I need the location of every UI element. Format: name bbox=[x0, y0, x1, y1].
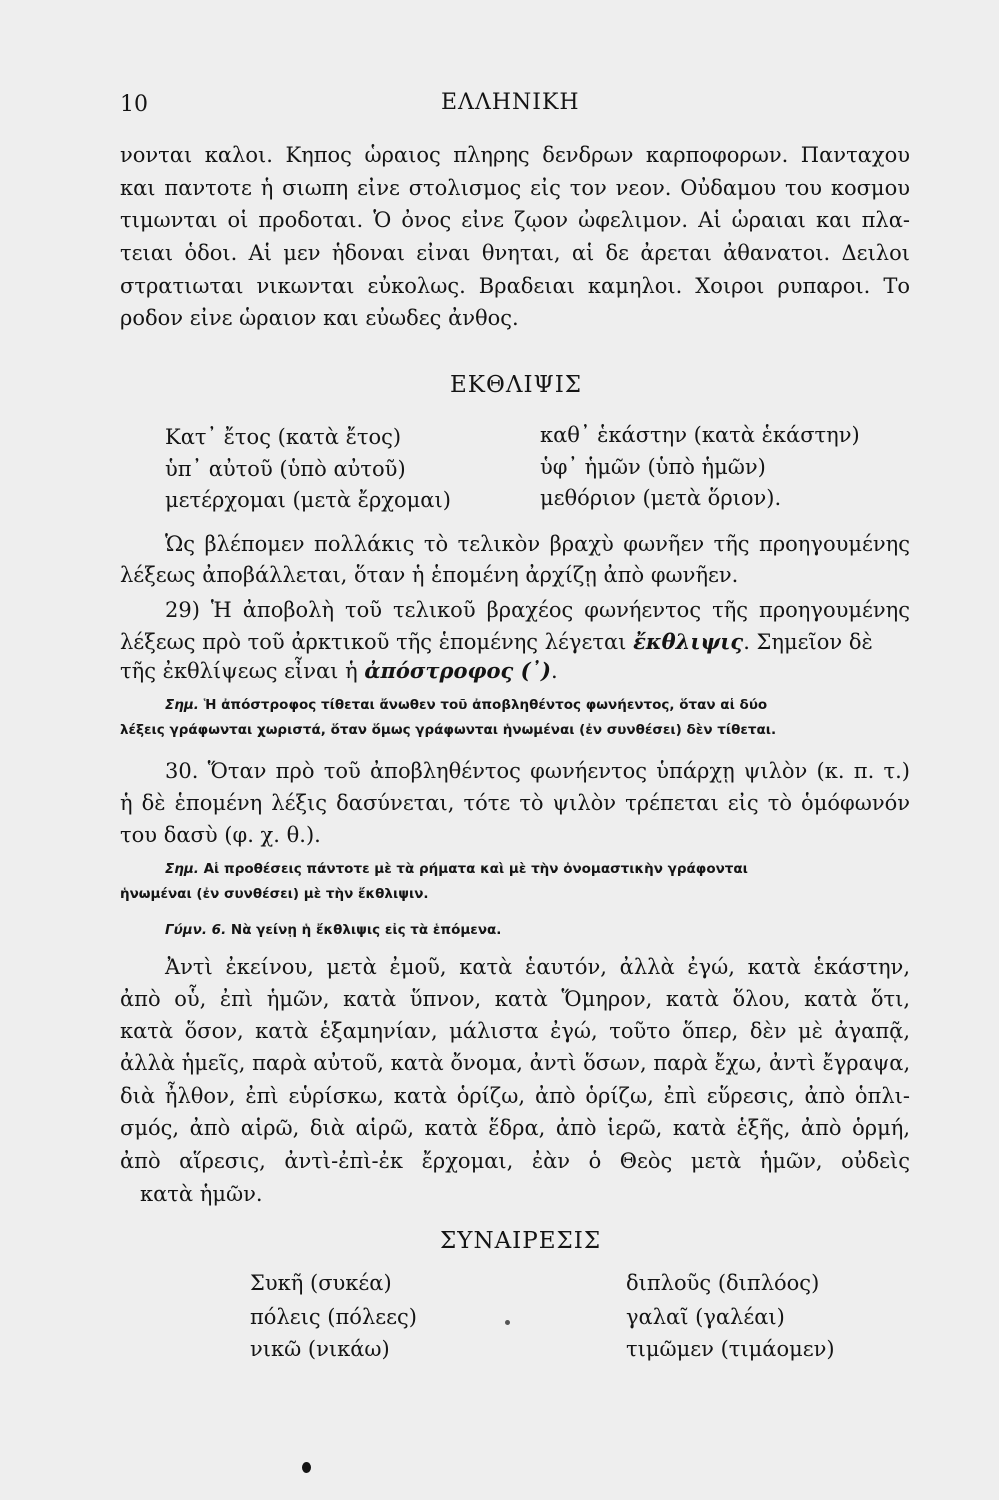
rule-30-line: ἡ δὲ ἑπομένη λέξις δασύνεται, τότε τὸ ψιλὸν τρέπεται εἰς τὸ ὁμόφωνόν bbox=[120, 791, 910, 815]
rule-text: . bbox=[550, 659, 558, 683]
exercise-line: ἀλλὰ ἡμεῖς, παρὰ αὐτοῦ, κατὰ ὄνομα, ἀντὶ ὅσων, παρὰ ἔχω, ἀντὶ ἔγραψα, bbox=[120, 1051, 911, 1075]
exercise-label: Γύμν. 6. bbox=[165, 922, 227, 938]
note-line bbox=[165, 697, 767, 713]
rule-text: τῆς ἐκθλίψεως εἶναι ἡ bbox=[120, 659, 358, 683]
example-right: τιμῶμεν (τιμάομεν) bbox=[626, 1337, 835, 1361]
rule-text: λέξεως πρὸ τοῦ ἀρκτικοῦ τῆς ἑπομένης λέγεται bbox=[120, 630, 627, 654]
exercise-line: κατὰ ὅσον, κατὰ ἑξαμηνίαν, μάλιστα ἐγώ, τοῦτο ὅπερ, δὲν μὲ ἀγαπᾷ, bbox=[120, 1019, 910, 1043]
term-apostrophos: ἀπόστροφος (᾽) bbox=[364, 658, 551, 683]
rule-29-line: 29) Ἡ ἀποβολὴ τοῦ τελικοῦ βραχέος φωνήεντος τῆς προηγουμένης bbox=[165, 598, 910, 622]
example-left: μετέρχομαι (μετὰ ἔρχομαι) bbox=[165, 488, 451, 512]
example-left: Κατ᾽ ἔτος (κατὰ ἔτος) bbox=[165, 425, 402, 449]
note-line bbox=[165, 861, 748, 877]
exercise-line: σμός, ἀπὸ αἱρῶ, διὰ αἱρῶ, κατὰ ἕδρα, ἀπὸ ἱερῶ, κατὰ ἑξῆς, ἀπὸ ὁρμή, bbox=[120, 1116, 910, 1140]
text-line: και παντοτε ἡ σιωπη εἰνε στολισμος εἰς τον νεον. Οὐδαμου του κοσμου bbox=[120, 176, 910, 200]
exercise-line: ἀπὸ αἵρεσις, ἀντὶ-ἐπὶ-ἐκ ἔρχομαι, ἐὰν ὁ Θεὸς μετὰ ἡμῶν, οὐδεὶς bbox=[120, 1149, 910, 1173]
text-line: νονται καλοι. Κηπος ὡραιος πληρης δενδρων καρποφορων. Πανταχου bbox=[120, 143, 910, 167]
example-right: ὑφ᾽ ἡμῶν (ὑπὸ ἡμῶν) bbox=[540, 455, 766, 479]
example-left: πόλεις (πόλεες) bbox=[250, 1305, 417, 1329]
rule-30-line: 30. Ὅταν πρὸ τοῦ ἀποβληθέντος φωνήεντος ὑπάρχῃ ψιλὸν (κ. π. τ.) bbox=[165, 759, 910, 783]
text-line: Ὡς βλέπομεν πολλάκις τὸ τελικὸν βραχὺ φωνῆεν τῆς προηγουμένης bbox=[165, 532, 910, 556]
example-right: μεθόριον (μετὰ ὅριον). bbox=[540, 486, 782, 510]
section-heading-ekthlipsis: ΕΚΘΛΙΨΙΣ bbox=[450, 372, 583, 398]
exercise-line: Ἀντὶ ἐκείνου, μετὰ ἐμοῦ, κατὰ ἑαυτόν, ἀλλὰ ἐγώ, κατὰ ἑκάστην, bbox=[165, 955, 910, 979]
ink-dot bbox=[302, 1462, 311, 1473]
note-label: Σημ. bbox=[165, 697, 199, 713]
text-line: τειαι ὁδοι. Αἱ μεν ἡδοναι εἰναι θνηται, αἱ δε ἀρεται ἀθανατοι. Δειλοι bbox=[120, 241, 910, 265]
text-line: ροδον εἰνε ὡραιον και εὐωδες ἀνθος. bbox=[120, 306, 519, 330]
exercise-text: Νὰ γείνῃ ἡ ἔκθλιψις εἰς τὰ ἑπόμενα. bbox=[230, 922, 502, 938]
exercise-line: ἀπὸ οὗ, ἐπὶ ἡμῶν, κατὰ ὕπνον, κατὰ Ὅμηρον, κατὰ ὅλου, κατὰ ὅτι, bbox=[120, 987, 910, 1011]
rule-29-line bbox=[120, 629, 873, 654]
term-ekthlipsis: ἔκθλιψις bbox=[633, 629, 744, 654]
example-right: διπλοῦς (διπλόος) bbox=[626, 1271, 820, 1295]
note-line: λέξεις γράφωνται χωριστά, ὅταν ὅμως γράφωνται ἡνωμέναι (ἐν συνθέσει) δὲν τίθεται. bbox=[120, 722, 777, 738]
exercise-line: διὰ ἦλθον, ἐπὶ εὑρίσκω, κατὰ ὁρίζω, ἀπὸ ὁρίζω, ἐπὶ εὕρεσις, ἀπὸ ὁπλι- bbox=[120, 1084, 910, 1108]
page-number: 10 bbox=[120, 92, 148, 117]
note-text: Αἱ προθέσεις πάντοτε μὲ τὰ ρήματα καὶ μὲ τὴν ὀνομαστικὴν γράφονται bbox=[203, 861, 748, 877]
example-left: νικῶ (νικάω) bbox=[250, 1337, 390, 1361]
example-left: Συκῆ (συκέα) bbox=[250, 1271, 392, 1295]
rule-29-line bbox=[120, 658, 558, 683]
rule-text: . Σημεῖον δὲ bbox=[743, 630, 873, 654]
note-text: Ἡ ἀπόστροφος τίθεται ἄνωθεν τοῦ ἀποβληθέντος φωνήεντος, ὅταν αἱ δύο bbox=[203, 697, 768, 713]
ink-speck bbox=[505, 1320, 510, 1325]
exercise-line: κατὰ ἡμῶν. bbox=[140, 1182, 263, 1206]
note-label: Σημ. bbox=[165, 861, 199, 877]
rule-30-line: του δασὺ (φ. χ. θ.). bbox=[120, 823, 321, 847]
note-line: ἡνωμέναι (ἐν συνθέσει) μὲ τὴν ἔκθλιψιν. bbox=[120, 886, 429, 902]
text-line: λέξεως ἀποβάλλεται, ὅταν ἡ ἑπομένη ἀρχίζῃ ἀπὸ φωνῆεν. bbox=[120, 563, 739, 587]
text-line: τιμωνται οἱ προδοται. Ὁ ὀνος εἰνε ζῳον ὠφελιμον. Αἱ ὡραιαι και πλα- bbox=[120, 208, 910, 232]
example-right: γαλαῖ (γαλέαι) bbox=[626, 1305, 785, 1329]
text-line: στρατιωται νικωνται εὐκολως. Βραδειαι καμηλοι. Χοιροι ρυπαροι. Το bbox=[120, 274, 910, 298]
example-left: ὑπ᾽ αὐτοῦ (ὑπὸ αὐτοῦ) bbox=[165, 457, 406, 481]
exercise-instruction bbox=[165, 922, 501, 938]
example-right: καθ᾽ ἑκάστην (κατὰ ἑκάστην) bbox=[540, 423, 860, 447]
section-heading-synairesis: ΣΥΝΑΙΡΕΣΙΣ bbox=[440, 1228, 602, 1254]
running-title: ΕΛΛΗΝΙΚΗ bbox=[441, 90, 580, 115]
